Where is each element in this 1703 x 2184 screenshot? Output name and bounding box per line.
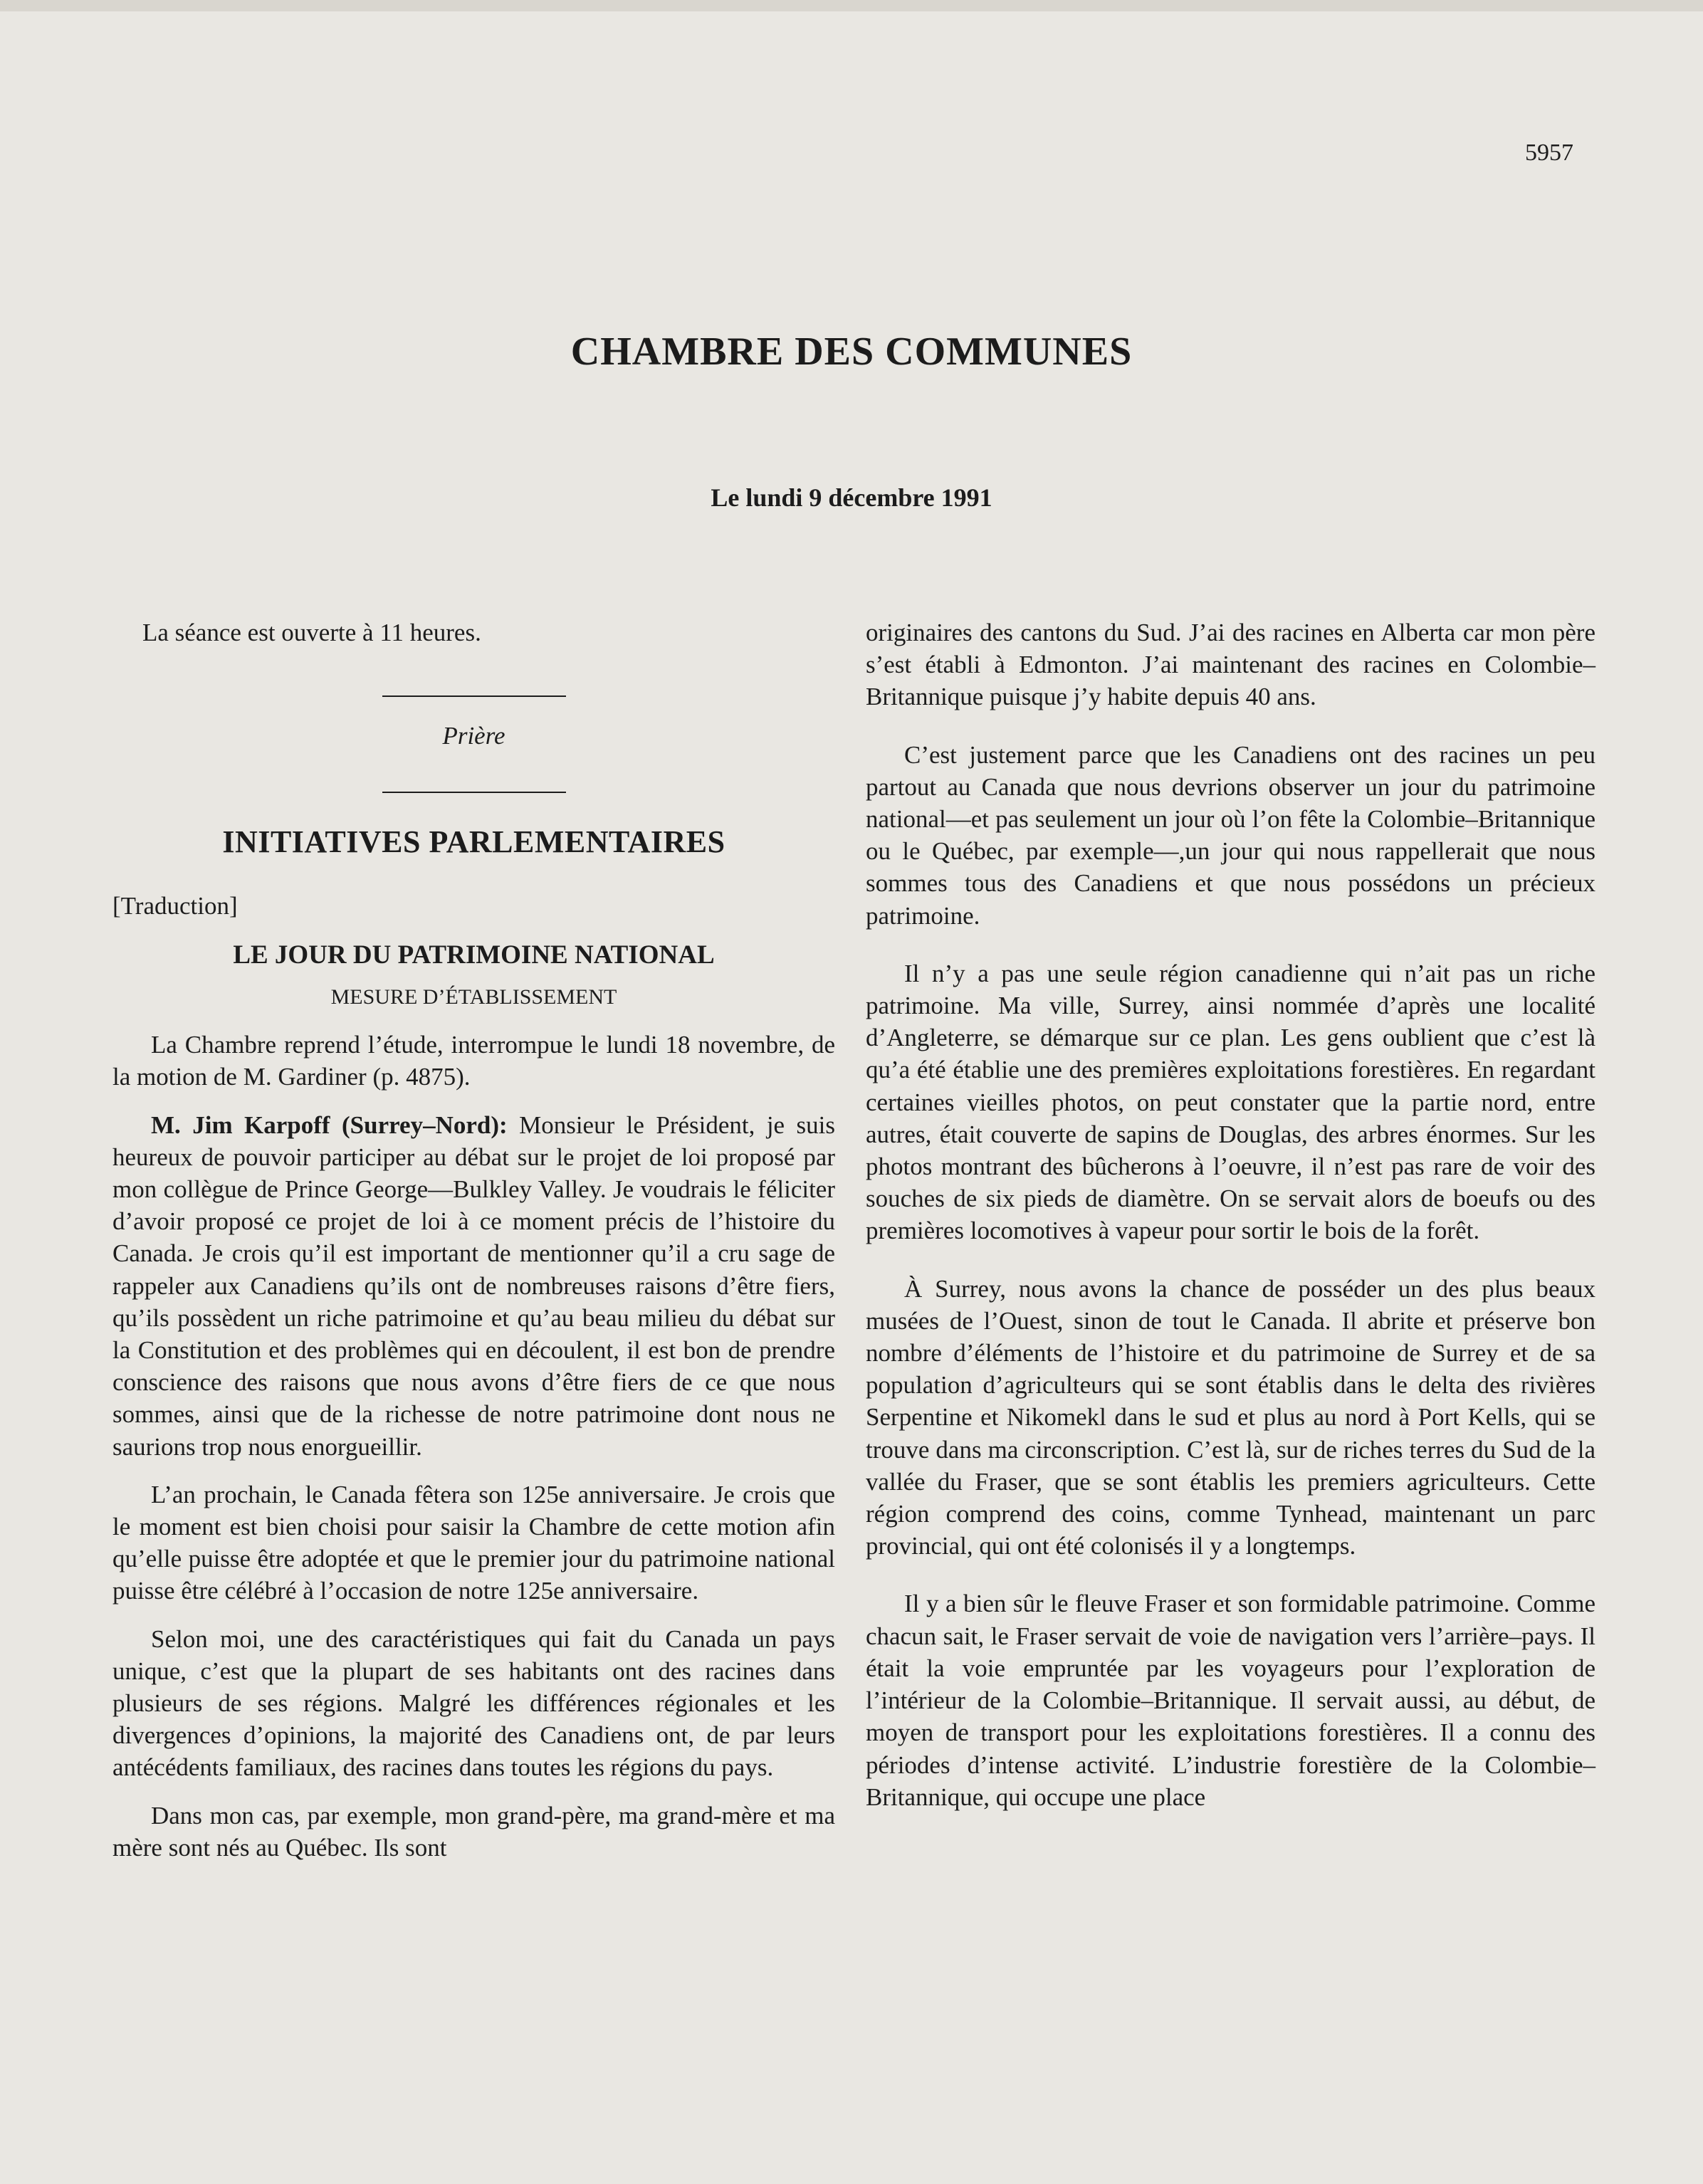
scan-edge [0, 0, 1703, 11]
page-number: 5957 [1525, 140, 1573, 166]
paragraph: Dans mon cas, par exemple, mon grand-père, ma grand-mère et ma mère sont nés au Québec. Ils sont [112, 1801, 835, 1862]
paragraph: Selon moi, une des caractéristiques qui fait du Canada un pays unique, c’est que la plupart de ses habitants ont des racines dans plusieurs de ses régions. Malgré les différences régionales et les divergences d’opinions, la majorité des Canadiens ont, de par leurs antécédents familiaux, des racines dans toutes les régions du pays. [112, 1624, 835, 1782]
paragraph: La Chambre reprend l’étude, interrompue le lundi 18 novembre, de la motion de M. Gardiner (p. 4875). [112, 1031, 835, 1091]
bill-title: LE JOUR DU PATRIMOINE NATIONAL [233, 940, 715, 970]
divider-rule [382, 792, 566, 793]
left-column [112, 616, 835, 1864]
paragraph: Il n’y a pas une seule région canadienne qui n’ait pas un riche patrimoine. Ma ville, Surrey, ainsi nommée d’après une localité d’Angleterre, se démarque sur ce plan. Les gens oublient que c’est là qu’a été établie une des premières exploitations forestières. En regardant certaines vieilles photos, on peut constater que la partie nord, entre autres, était couverte de sapins de Douglas, des arbres énormes. Sur les photos montrant des bûcherons à l’oeuvre, il n’est pas rare de voir des souches de six pieds de diamètre. On se servait alors de boeufs ou des premières locomotives à vapeur pour sortir le bois de la forêt. [866, 959, 1595, 1245]
divider-rule [382, 695, 566, 697]
sitting-date: Le lundi 9 décembre 1991 [711, 483, 992, 512]
sitting-opening: La séance est ouverte à 11 heures. [142, 619, 481, 646]
speech-paragraph [112, 1109, 835, 1463]
translation-note: [Traduction] [112, 891, 238, 920]
paragraph: C’est justement parce que les Canadiens ont des racines un peu partout au Canada que nous devrions observer un jour du patrimoine national—et pas seulement un jour où l’on fête la Colombie–Britannique ou le Québec, par exemple—,un jour qui nous rappellerait que nous sommes tous des Canadiens et que nous possédons un précieux patrimoine. [866, 740, 1595, 930]
paragraph: originaires des cantons du Sud. J’ai des racines en Alberta car mon père s’est établi à Edmonton. J’ai maintenant des racines en Colombie–Britannique puisque j’y habite depuis 40 ans. [866, 619, 1595, 711]
section-title: INITIATIVES PARLEMENTAIRES [222, 824, 725, 860]
speaker-name: M. Jim Karpoff (Surrey–Nord): [151, 1111, 508, 1139]
prayer-heading: Prière [442, 722, 505, 750]
paragraph: À Surrey, nous avons la chance de posséder un des plus beaux musées de l’Ouest, sinon de tout le Canada. Il abrite et préserve bon nombre d’éléments de l’histoire et du patrimoine de Surrey et de sa population d’agriculteurs qui se sont établis dans le delta des rivières Serpentine et Nikomekl dans le sud et plus au nord à Port Kells, qui se trouve dans ma circonscription. C’est là, sur de riches terres du Sud de la vallée du Fraser, que se sont établis les premiers agriculteurs. Cette région comprend des coins, comme Tynhead, maintenant un parc provincial, qui ont été colonisés il y a longtemps. [866, 1274, 1595, 1560]
bill-subtitle: MESURE D’ÉTABLISSEMENT [330, 985, 617, 1009]
paragraph: Il y a bien sûr le fleuve Fraser et son formidable patrimoine. Comme chacun sait, le Fraser servait de voie de navigation vers l’arrière–pays. Il était la voie empruntée par les voyageurs pour l’exploration de l’intérieur de la Colombie–Britannique. Il servait aussi, au début, de moyen de transport pour les exploitations forestières. Il a connu des périodes d’intense activité. L’industrie forestière de la Colombie–Britannique, qui occupe une place [866, 1590, 1595, 1811]
right-column [866, 616, 1595, 1813]
speech-text: Monsieur le Président, je suis heureux de pouvoir participer au débat sur le projet de loi proposé par mon collègue de Prince George—Bulkley Valley. Je voudrais le féliciter d’avoir proposé ce projet de loi à ce moment précis de l’histoire du Canada. Je crois qu’il est important de mentionner qu’il a cru sage de rappeler aux Canadiens qu’ils ont de nombreuses raisons d’être fiers, qu’ils possèdent un riche patrimoine et qu’au beau milieu du débat sur la Constitution et des problèmes qui en découlent, il est bon de prendre conscience des raisons que nous avons d’être fiers de ce que nous sommes, ainsi que de la richesse de notre patrimoine dont nous ne saurions trop nous enorgueillir. [112, 1111, 835, 1461]
masthead-title: CHAMBRE DES COMMUNES [570, 330, 1133, 374]
paragraph: L’an prochain, le Canada fêtera son 125e anniversaire. Je crois que le moment est bien choisi pour saisir la Chambre de cette motion afin qu’elle puisse être adoptée et que le premier jour du patrimoine national puisse être célébré à l’occasion de notre 125e anniversaire. [112, 1480, 835, 1605]
